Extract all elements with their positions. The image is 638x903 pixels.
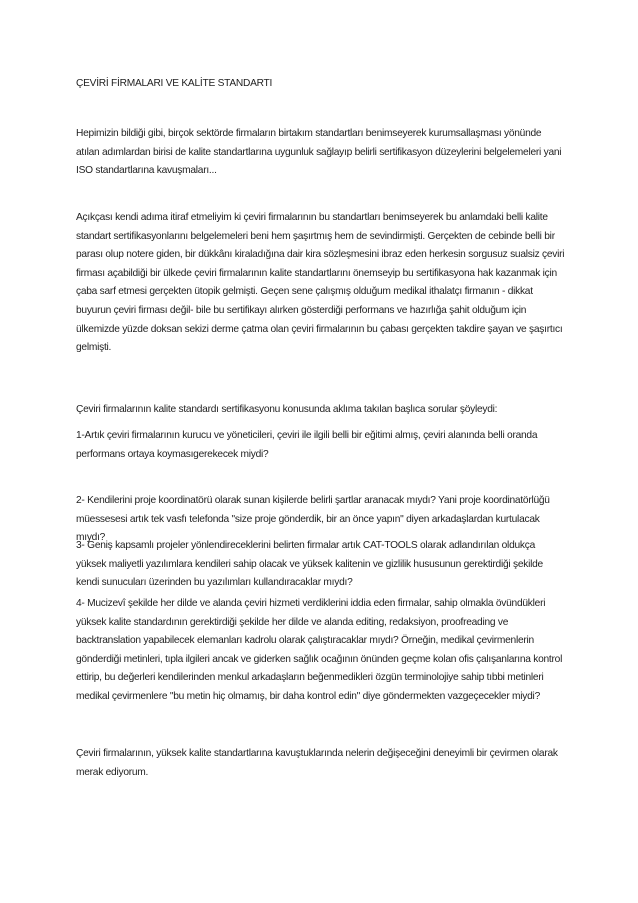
paragraph-question-2: 2- Kendilerini proje koordinatörü olarak sunan kişilerde belirli şartlar aranacak mıydı? Yani proje koordinatörlüğü müessesesi artık tek vasfı telefonda "size proje gönderdik, bir an önce yapın" diyen arkadaşlardan kurtulacak mıydı? xyxy=(76,495,550,544)
paragraph-opinion: Açıkçası kendi adıma itiraf etmeliyim ki çeviri firmalarının bu standartları benimseyerek bu anlamdaki belli kalite standart sertifikasyonlarını belgelemeleri beni hem şaşırtmış hem de sevindirmişti. Gerçekten de cebinde belli bir parası olup notere giden, bir dükkânı kiraladığına dair kira sözleşmesini ibraz eden herkesin sorgusuz sualsiz çeviri firması açabildiği bir ülkede çeviri firmalarının kalite standartlarını önemseyip bu sertifikasyona hak kazanmak için çaba sarf etmesi gerçekten ütopik gelmişti. Geçen sene çalışmış olduğum medikal ithalatçı firmanın - dikkat buyurun çeviri firması değil- bile bu sertifikayı alırken gösterdiği performans ve hazırlığa şahit olduğum için ülkemizde yüzde doksan sekizi derme çatma olan çeviri firmalarının bu çabası gerçekten takdire şayan ve şaşırtıcı gelmişti. xyxy=(76,212,565,354)
document-title: ÇEVİRİ FİRMALARI VE KALİTE STANDARTI xyxy=(76,78,273,89)
paragraph-question-3: 3- Geniş kapsamlı projeler yönlendireceklerini belirten firmalar artık CAT-TOOLS olarak adlandırılan oldukça yüksek maliyetli yazılımlara kendileri sahip olacak ve yüksek kalitenin ve gizlilik hususunun gerektirdiği şekilde kendi sunucuları üzerinden bu yazılımları kullandıracaklar mıydı? xyxy=(76,540,543,589)
paragraph-question-1: 1-Artık çeviri firmalarının kurucu ve yöneticileri, çeviri ile ilgili belli bir eğitimi almış, çeviri alanında belli oranda performans ortaya koymasıgerekecek miydi? xyxy=(76,430,538,460)
paragraph-conclusion: Çeviri firmalarının, yüksek kalite standartlarına kavuştuklarında nelerin değişeceğini deneyimli bir çevirmen olarak merak ediyorum. xyxy=(76,748,558,778)
paragraph-questions-intro: Çeviri firmalarının kalite standardı sertifikasyonu konusunda aklıma takılan başlıca sorular şöyleydi: xyxy=(76,404,498,415)
paragraph-intro: Hepimizin bildiği gibi, birçok sektörde firmaların birtakım standartları benimseyerek kurumsallaşması yönünde atılan adımlardan birisi de kalite standartlarına uygunluk sağlayıp belirli sertifikasyon düzeylerini belgelemeleri yani ISO standartlarına kavuşmaları... xyxy=(76,128,562,177)
paragraph-question-4: 4- Mucizevî şekilde her dilde ve alanda çeviri hizmeti verdiklerini iddia eden firmalar, sahip olmakla övündükleri yüksek kalite standardının gerektirdiği şekilde her dilde ve alanda editing, redaksiyon, proofreading ve backtranslation yapabilecek elemanları kadrolu olarak çalıştıracaklar mıydı? Örneğin, medikal çevirmenlerin gönderdiği metinleri, tıpla ilgileri ancak ve giderken sağlık ocağının önünden geçme kolan ofis çalışanlarına kontrol ettirip, bu değerleri kendilerinden menkul arkadaşların beğenmedikleri özgün terminolojiye sahip tıbbi metinleri medikal çevirmenlere "bu metin hiç olmamış, bir daha kontrol edin" diye göndermekten vazgeçecekler miydi? xyxy=(76,598,563,702)
